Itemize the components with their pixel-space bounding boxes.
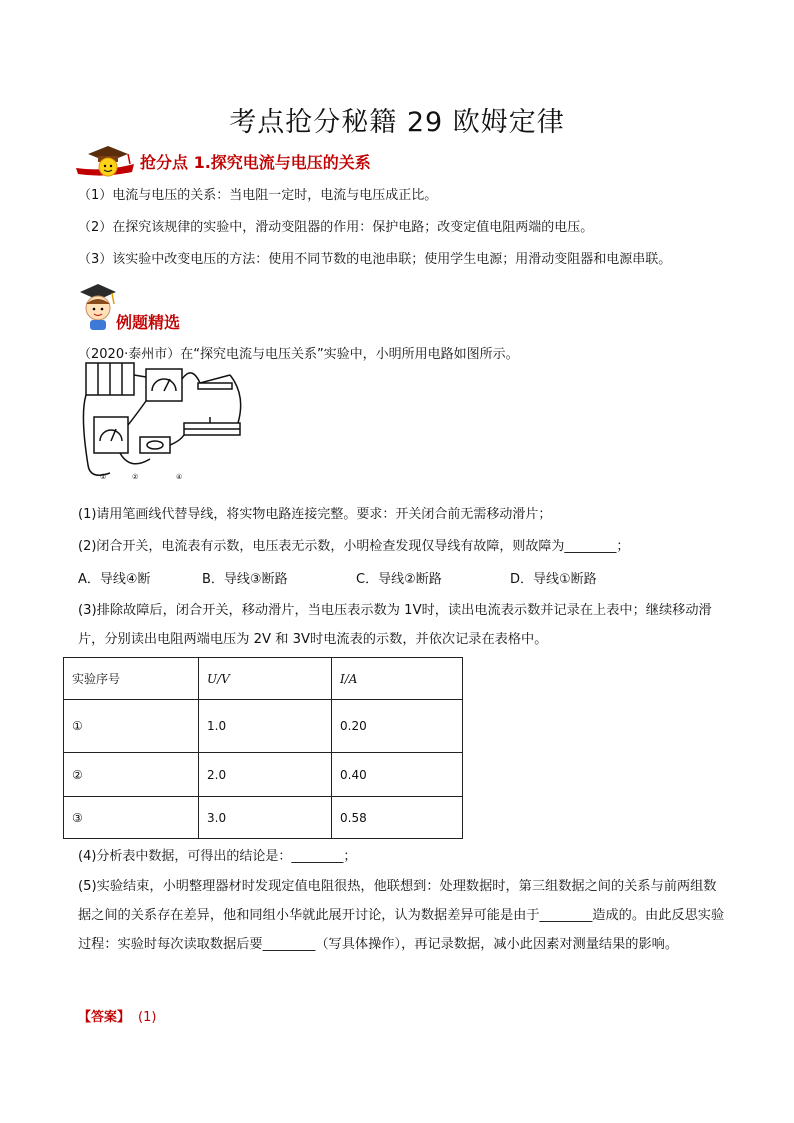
circuit-diagram: [80, 355, 250, 485]
point-3: （3）该实验中改变电压的方法：使用不同节数的电池串联；使用学生电源；用滑动变阻器和电源串联。: [78, 252, 672, 267]
table-cell: 0.40: [332, 753, 463, 797]
table-cell: ②: [64, 753, 199, 797]
table-row: [64, 700, 463, 753]
table-cell: 2.0: [199, 753, 332, 797]
table-row: [64, 753, 463, 797]
table-cell: 1.0: [199, 700, 332, 753]
svg-text:①: ①: [100, 473, 107, 481]
section-heading: [74, 142, 474, 182]
section-heading-label: 抢分点 1.探究电流与电压的关系: [140, 153, 371, 172]
question-2: (2)闭合开关，电流表有示数，电压表无示数，小明检查发现仅导线有故障，则故障为________；: [78, 539, 630, 554]
page-title: 考点抢分秘籍 29 欧姆定律: [229, 107, 565, 138]
mortarboard-mascot-icon: [74, 142, 138, 182]
answer-label: 【答案】: [78, 1010, 131, 1025]
example-heading: [76, 282, 276, 332]
table-row: [64, 797, 463, 839]
example-intro: （2020·泰州市）在“探究电流与电压关系”实验中，小明所用电路如图所示。: [78, 347, 519, 362]
example-heading-label: 例题精选: [116, 313, 181, 332]
table-header: I/A: [332, 658, 463, 700]
table-cell: 0.58: [332, 797, 463, 839]
table-header: U/V: [199, 658, 332, 700]
table-header: 实验序号: [64, 658, 199, 700]
question-3: (3)排除故障后，闭合开关，移动滑片，当电压表示数为 1V时，读出电流表示数并记录在上表中；继续移动滑片，分别读出电阻两端电压为 2V 和 3V时电流表的示数，并依次记录在表格中。: [78, 603, 712, 647]
option-a: A．导线④断: [78, 572, 151, 587]
svg-text:②: ②: [132, 473, 139, 481]
table-header-row: [64, 658, 463, 700]
question-5: (5)实验结束，小明整理器材时发现定值电阻很热，他联想到：处理数据时，第三组数据之间的关系与前两组数据之间的关系存在差异，他和同组小华就此展开讨论，认为数据差异可能是由于________造成的。由此反思实验过程：实验时每次读取数据后要________（写具体操作），再记录数据，减小此因素对测量结果的影响。: [78, 879, 725, 952]
data-table: [63, 657, 463, 839]
table-cell: ①: [64, 700, 199, 753]
option-b: B．导线③断路: [202, 572, 288, 587]
option-c: C．导线②断路: [356, 572, 442, 587]
option-d: D．导线①断路: [510, 572, 597, 587]
point-2: （2）在探究该规律的实验中，滑动变阻器的作用：保护电路；改变定值电阻两端的电压。: [78, 220, 594, 235]
table-cell: 0.20: [332, 700, 463, 753]
table-cell: 3.0: [199, 797, 332, 839]
table-cell: ③: [64, 797, 199, 839]
question-4: (4)分析表中数据，可得出的结论是：________；: [78, 849, 357, 864]
question-1: (1)请用笔画线代替导线，将实物电路连接完整。要求：开关闭合前无需移动滑片；: [78, 507, 552, 522]
answer-line: [78, 1006, 156, 1025]
point-1: （1）电流与电压的关系：当电阻一定时，电流与电压成正比。: [78, 188, 438, 203]
svg-text:④: ④: [176, 473, 183, 481]
student-mascot-icon: [76, 282, 120, 332]
answer-text: (1): [138, 1010, 157, 1025]
